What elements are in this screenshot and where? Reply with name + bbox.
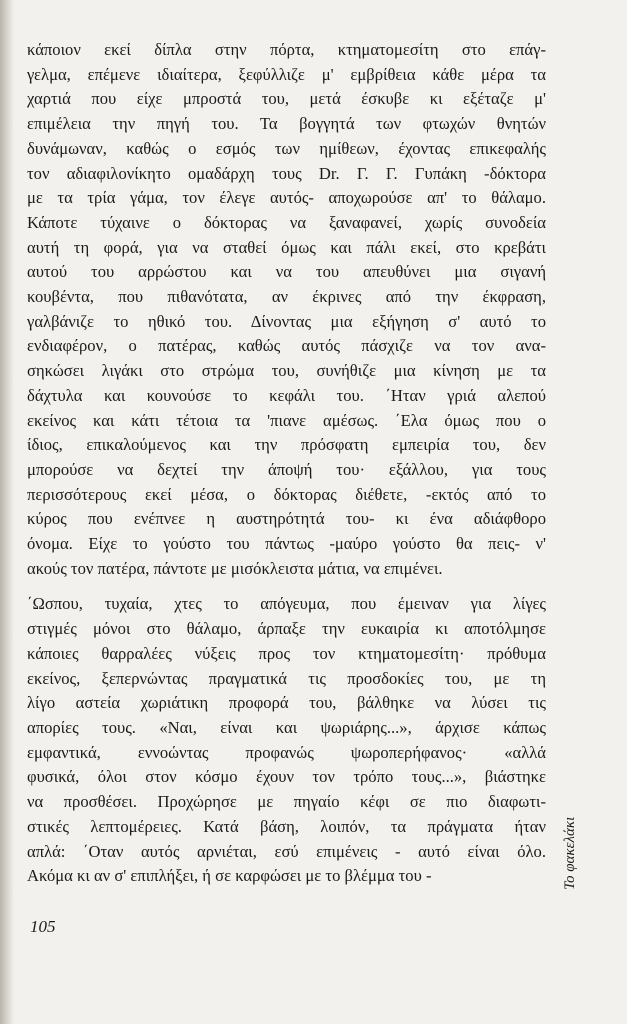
text-line: μπορούσε να δεχτεί την άποψή του· εξάλλου, για τους (27, 459, 546, 479)
text-line: περισσότερους εκεί μέσα, ο δόκτορας διέθετε, -εκτός από το (27, 484, 546, 504)
running-title: Το φακελάκι (562, 816, 578, 890)
body-text (27, 38, 546, 889)
text-line: ΄Ωσπου, τυχαία, χτες το απόγευμα, που έμειναν για λίγες (27, 594, 546, 614)
page-number: 105 (30, 917, 56, 936)
text-line: ακούς τον πατέρα, πάντοτε με μισόκλειστα μάτια, να επιμένει. (27, 558, 443, 578)
text-line: απλά: ΄Οταν αυτός αρνιέται, εσύ επιμένεις - αυτό είναι όλο. (27, 841, 546, 861)
text-line: εκείνος, ξεπερνώντας πραγματικά τις προσδοκίες του, με τη (27, 668, 546, 688)
text-line: κύρος που ενέπνεε η αυστηρότητά του- κι ένα αδιάφθορο (27, 509, 546, 529)
paragraph-gap (27, 581, 546, 592)
paragraph-2 (27, 592, 546, 888)
text-line: ενδιαφέρον, ο πατέρας, καθώς αυτός πάσχιζε να τον ανα- (27, 336, 546, 356)
text-line: όνομα. Είχε το γούστο του πάντως -μαύρο γούστο θα πεις- ν' (27, 534, 546, 554)
text-line: τον αδιαφιλονίκητο ομαδάρχη τους Dr. Γ. Γ. Γυπάκη -δόκτορα (27, 163, 546, 183)
text-line: κάποιον εκεί δίπλα στην πόρτα, κτηματομεσίτη στο επάγ- (27, 40, 546, 59)
text-line: Κάποτε τύχαινε ο δόκτορας να ξαναφανεί, χωρίς συνοδεία (27, 212, 546, 232)
text-line: δάχτυλα και κουνούσε το κεφάλι του. ΄Ηταν γριά αλεπού (27, 385, 546, 405)
text-line: απορίες τους. «Ναι, είναι και ψωριάρης...», άρχισε κάπως (27, 717, 546, 737)
binding-shadow (0, 0, 14, 1024)
text-line: σηκώσει λιγάκι στο στρώμα του, συνήθιζε μια κίνηση με τα (27, 361, 546, 381)
text-line: δυνάμωναν, καθώς ο εσμός των ημίθεων, έχοντας επικεφαλής (27, 138, 546, 158)
text-line: Ακόμα κι αν σ' επιπλήξει, ή σε καρφώσει με το βλέμμα του - (27, 866, 432, 886)
text-line: ίδιος, επικαλούμενος και την πρόσφατη εμπειρία του, δεν (27, 435, 546, 455)
text-line: αυτού του αρρώστου και να του απευθύνει μια σιγανή (27, 262, 546, 282)
text-line: στικές λεπτομέρειες. Κατά βάση, λοιπόν, τα πράγματα ήταν (27, 816, 546, 836)
text-line: εκείνος και κάτι τέτοια τα 'πιανε αμέσως. ΄Ελα όμως που ο (27, 410, 546, 430)
text-line: να προσθέσει. Προχώρησε με πηγαίο κέφι σε πιο διαφωτι- (27, 792, 546, 812)
text-line: λίγο αστεία χωριάτικη προφορά του, βάλθηκε να λύσει τις (27, 693, 546, 713)
text-line: χαρτιά που είχε μπροστά του, μετά έσκυβε κι εξέταζε μ' (27, 89, 546, 109)
text-line: στιγμές μόνοι στο θάλαμο, άρπαξε την ευκαιρία κι αποτόλμησε (27, 619, 546, 639)
text-line: αυτή τη φορά, για να σταθεί όμως και πάλι εκεί, στο κρεβάτι (27, 237, 546, 257)
paragraph-1 (27, 38, 546, 581)
text-line: κάποιες θαρραλέες νύξεις προς τον κτηματομεσίτη· πρόθυμα (27, 643, 546, 663)
text-line: φυσικά, όλοι στον κόσμο έχουν τον τρόπο τους...», βιάστηκε (27, 767, 546, 787)
text-line: γελμα, επέμενε ιδιαίτερα, ξεφύλλιζε μ' εμβρίθεια κάθε μέρα τα (27, 64, 546, 84)
text-line: κουβέντα, που πιθανότατα, αν έκρινες από την έκφραση, (27, 287, 546, 307)
text-line: με τα τρία γάμα, τον έλεγε αυτός- αποχωρούσε απ' το θάλαμο. (27, 188, 546, 208)
text-line: γαλβάνιζε το ηθικό του. Δίνοντας μια εξήγηση σ' αυτό το (27, 311, 546, 331)
text-line: επιμέλεια την πηγή του. Τα βογγητά των φτωχών θνητών (27, 114, 546, 134)
text-line: εμφαντικά, εννοώντας προφανώς ψωροπερήφανος· «αλλά (27, 742, 546, 762)
